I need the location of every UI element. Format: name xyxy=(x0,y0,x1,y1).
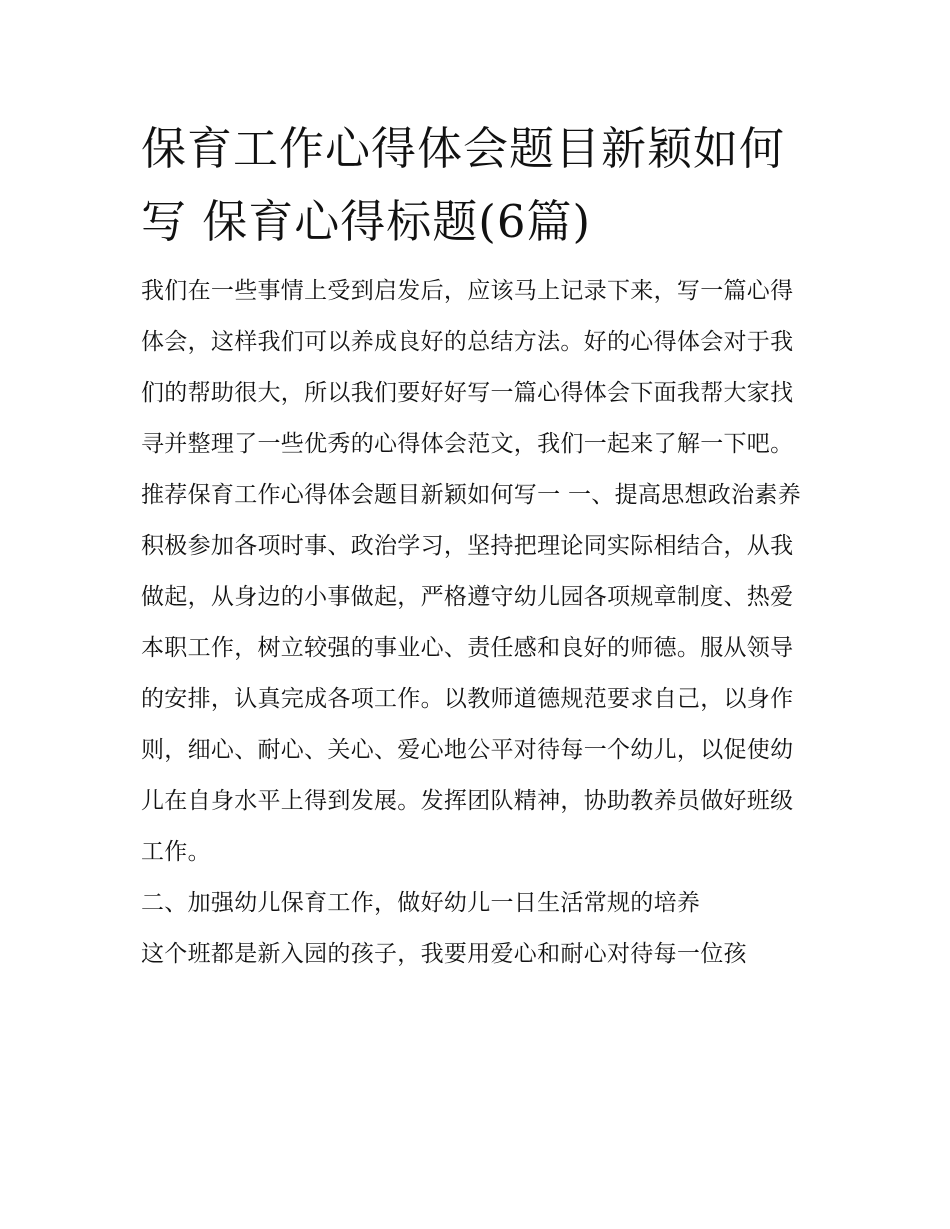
document-title: 保育工作心得体会题目新颖如何写 保育心得标题(6篇) xyxy=(141,122,786,248)
section-heading-2: 二、加强幼儿保育工作，做好幼儿一日生活常规的培养 xyxy=(141,890,701,916)
document-body xyxy=(141,266,813,980)
body-paragraph: 积极参加各项时事、政治学习，坚持把理论同实际相结合，从我做起，从身边的小事做起，严格遵守幼儿园各项规章制度、热爱本职工作，树立较强的事业心、责任感和良好的师德。服从领导的安排，认真完成各项工作。以教师道德规范要求自己，以身作则，细心、耐心、关心、爱心地公平对待每一个幼儿，以促使幼儿在自身水平上得到发展。发挥团队精神，协助教养员做好班级工作。 xyxy=(141,533,794,865)
intro-paragraph: 我们在一些事情上受到启发后，应该马上记录下来，写一篇心得体会，这样我们可以养成良好的总结方法。好的心得体会对于我们的帮助很大，所以我们要好好写一篇心得体会下面我帮大家找寻并整理了一些优秀的心得体会范文，我们一起来了解一下吧。 xyxy=(141,278,794,457)
body-paragraph-truncated: 这个班都是新入园的孩子，我要用爱心和耐心对待每一位孩 xyxy=(141,941,747,967)
document-content xyxy=(141,112,813,980)
section-heading-1: 推荐保育工作心得体会题目新颖如何写一 一、提高思想政治素养 xyxy=(141,482,802,508)
